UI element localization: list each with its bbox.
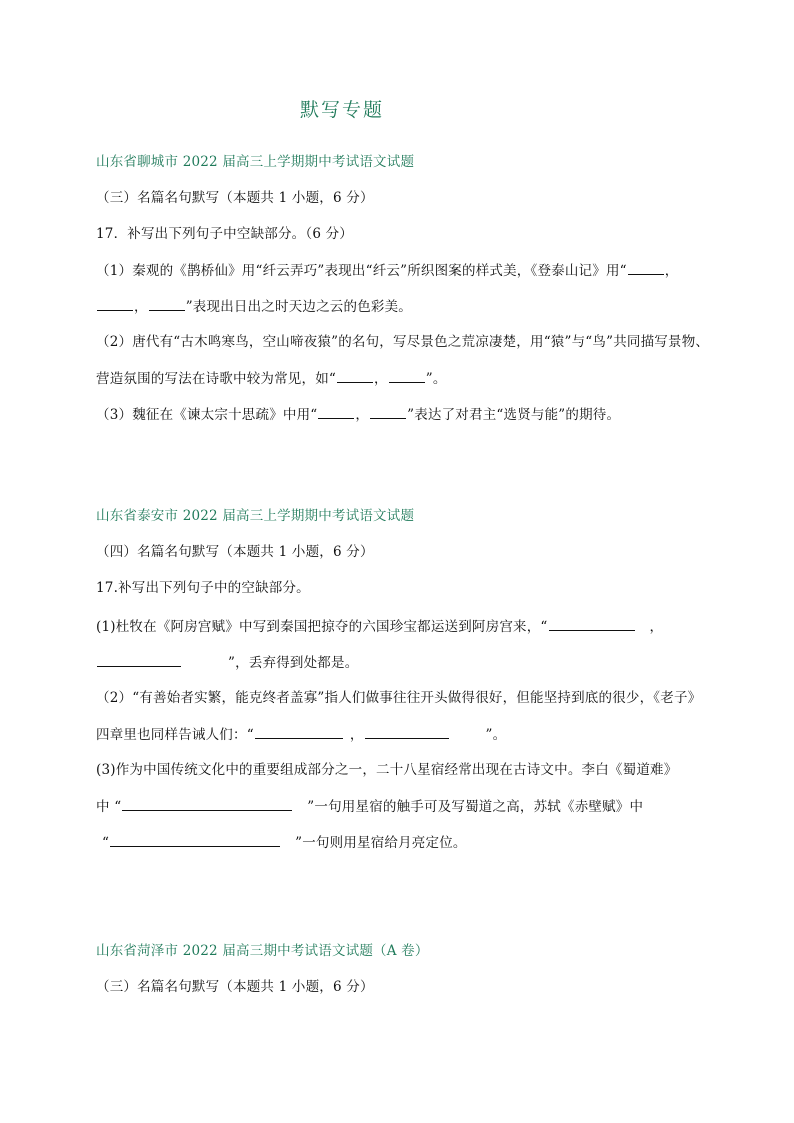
answer-blank[interactable] bbox=[318, 404, 354, 419]
item-text: (1)杜牧在《阿房宫赋》中写到秦国把掠夺的六国珍宝都运送到阿房宫来，“ bbox=[96, 619, 548, 635]
item-text: ”，丢弃得到处都是。 bbox=[228, 655, 359, 671]
item-text: ”表达了对君主“选贤与能”的期待。 bbox=[407, 407, 621, 423]
part-heading: （三）名篇名句默写（本题共 1 小题，6 分） bbox=[96, 979, 374, 995]
item-text: ”。 bbox=[485, 727, 507, 743]
source-heading-taian: 山东省泰安市 2022 届高三上学期期中考试语文试题 bbox=[96, 508, 415, 524]
source-heading-heze: 山东省菏泽市 2022 届高三期中考试语文试题（A 卷） bbox=[96, 943, 429, 959]
question-item-1-line-1 bbox=[96, 260, 678, 281]
answer-blank[interactable] bbox=[149, 296, 185, 311]
question-item-3-line-1: (3)作为中国传统文化中的重要组成部分之一，二十八星宿经常出现在古诗文中。李白《蜀道难》 bbox=[96, 762, 678, 778]
document-title: 默写专题 bbox=[299, 99, 384, 121]
item-text: ”。 bbox=[425, 371, 447, 387]
answer-blank[interactable] bbox=[122, 796, 292, 811]
item-text: ， bbox=[374, 371, 388, 387]
item-text: “ bbox=[102, 835, 110, 851]
question-stem: 17．补写出下列句子中空缺部分。（6 分） bbox=[96, 226, 354, 242]
answer-blank[interactable] bbox=[365, 724, 449, 739]
answer-blank[interactable] bbox=[389, 368, 425, 383]
item-text: ”一句则用星宿给月亮定位。 bbox=[295, 835, 467, 851]
item-text: ， bbox=[649, 619, 664, 635]
question-item-2-line-2 bbox=[96, 724, 506, 745]
item-text: ”表现出日出之时天边之云的色彩美。 bbox=[185, 299, 413, 315]
question-item-2-line-1: （2）“有善始者实繁，能克终者盖寡”指人们做事往往开头做得很好，但能坚持到底的很少，《老子》 bbox=[96, 690, 702, 706]
item-text: ， bbox=[664, 263, 679, 279]
item-text: 四章里也同样告诫人们：“ bbox=[96, 727, 254, 743]
question-item-1-line-2 bbox=[96, 296, 412, 317]
question-item-1-line-2 bbox=[96, 652, 358, 673]
part-heading: （四）名篇名句默写（本题共 1 小题，6 分） bbox=[96, 544, 374, 560]
question-item-3-line-2 bbox=[96, 796, 643, 817]
item-text: ， bbox=[355, 407, 370, 423]
answer-blank[interactable] bbox=[110, 832, 280, 847]
item-text: ”一句用星宿的触手可及写蜀道之高，苏轼《赤壁赋》中 bbox=[307, 799, 644, 815]
answer-blank[interactable] bbox=[255, 724, 343, 739]
item-text: （1）秦观的《鹊桥仙》用“纤云弄巧”表现出“纤云”所织图案的样式美，《登泰山记》用“ bbox=[96, 263, 627, 279]
item-text: 中 “ bbox=[96, 799, 122, 815]
item-text: （3）魏征在《谏太宗十思疏》中用“ bbox=[96, 407, 318, 423]
item-text: ， bbox=[134, 299, 148, 315]
answer-blank[interactable] bbox=[97, 652, 181, 667]
part-heading: （三）名篇名句默写（本题共 1 小题，6 分） bbox=[96, 190, 374, 206]
question-stem: 17.补写出下列句子中的空缺部分。 bbox=[96, 580, 310, 596]
question-item-1-line-1 bbox=[96, 616, 663, 637]
answer-blank[interactable] bbox=[628, 260, 664, 275]
item-text: ， bbox=[349, 727, 364, 743]
question-item-2-line-2 bbox=[96, 368, 447, 389]
question-item-2-line-1: （2）唐代有“古木鸣寒鸟，空山啼夜猿”的名句，写尽景色之荒凉凄楚，用“猿”与“鸟”共同描写景物、 bbox=[96, 334, 710, 350]
question-item-3-line-3 bbox=[96, 832, 467, 853]
item-text: 营造氛围的写法在诗歌中较为常见，如“ bbox=[96, 371, 337, 387]
answer-blank[interactable] bbox=[370, 404, 406, 419]
source-heading-liaocheng: 山东省聊城市 2022 届高三上学期期中考试语文试题 bbox=[96, 154, 415, 170]
answer-blank[interactable] bbox=[337, 368, 373, 383]
answer-blank[interactable] bbox=[97, 296, 133, 311]
question-item-3 bbox=[96, 404, 620, 425]
answer-blank[interactable] bbox=[549, 616, 635, 631]
